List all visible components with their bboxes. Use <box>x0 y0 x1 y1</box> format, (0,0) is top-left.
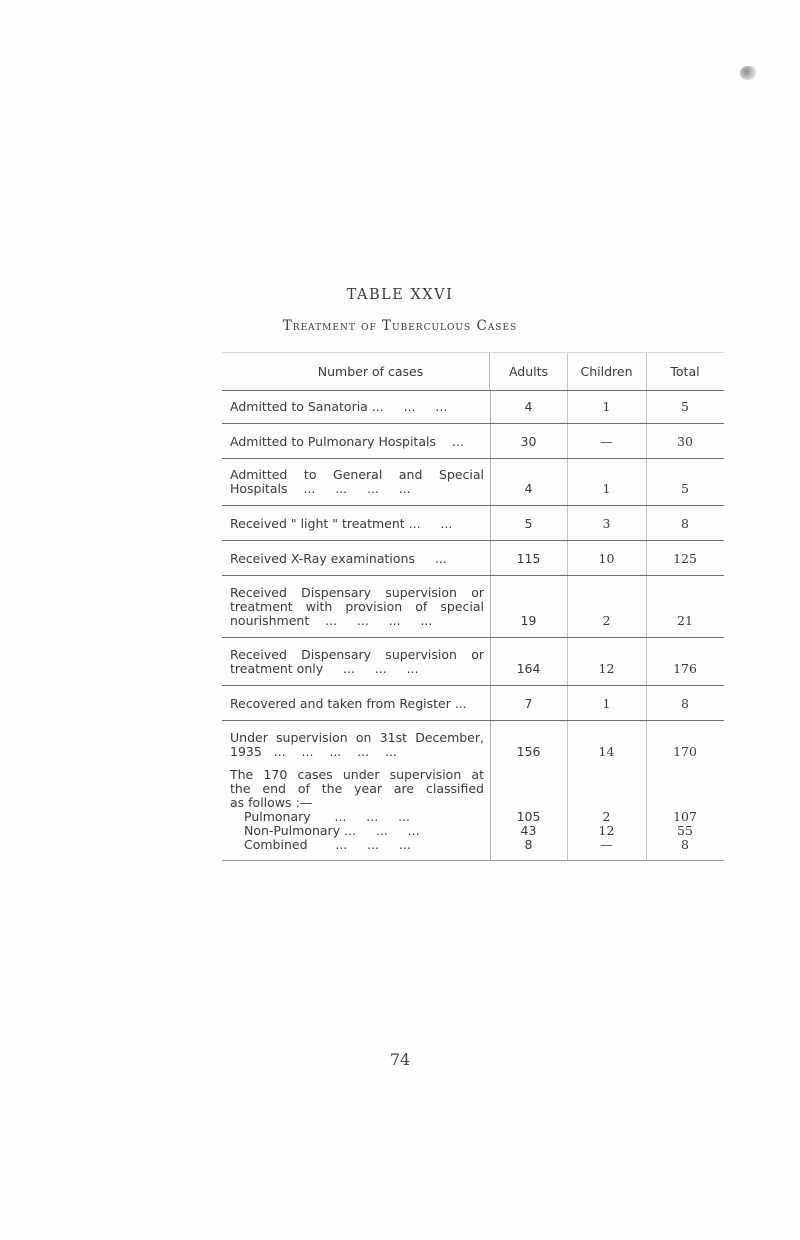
page-blemish <box>740 66 756 80</box>
classified-adults: 43 <box>520 823 537 838</box>
row-adults-value: 19 <box>520 613 537 628</box>
header-adults: Adults <box>490 353 568 390</box>
table-row <box>222 686 724 721</box>
row-total-value: 21 <box>677 613 693 628</box>
row-children-value: 1 <box>602 399 611 414</box>
row-label-line: 1935 ... ... ... ... ... <box>230 745 397 759</box>
row-children-value: 10 <box>598 551 615 566</box>
classified-children: — <box>600 837 613 852</box>
row-label-line: Received X-Ray examinations ... <box>230 552 447 566</box>
classified-item-label: Pulmonary ... ... ... <box>244 810 410 824</box>
row-adults-value: 164 <box>516 661 541 676</box>
row-adults-value: 156 <box>516 744 541 759</box>
classified-item-label: Combined ... ... ... <box>244 838 411 852</box>
row-children-value: 14 <box>598 744 615 759</box>
row-children-value: 1 <box>602 696 611 711</box>
row-label-line: Received Dispensary supervision or <box>230 586 484 600</box>
classified-children: 2 <box>602 809 611 824</box>
page-number: 74 <box>389 1050 411 1069</box>
classified-row <box>222 768 724 860</box>
row-total-value: 30 <box>677 434 693 449</box>
table-row <box>222 541 724 576</box>
classified-children: 12 <box>598 823 615 838</box>
row-label-line: Admitted to Sanatoria ... ... ... <box>230 400 448 414</box>
classified-total: 55 <box>677 823 693 838</box>
row-label-line: treatment with provision of special <box>230 600 484 614</box>
row-label-line: Admitted to Pulmonary Hospitals ... <box>230 435 464 449</box>
table-subtitle: Treatment of Tuberculous Cases <box>282 318 518 334</box>
classified-intro-line: as follows :— <box>230 796 313 810</box>
row-children-value: — <box>600 434 613 449</box>
row-total-value: 176 <box>673 661 697 676</box>
classified-adults: 8 <box>524 837 533 852</box>
row-children-value: 12 <box>598 661 615 676</box>
classified-adults: 105 <box>516 809 541 824</box>
row-adults-value: 115 <box>516 551 541 566</box>
row-total-value: 8 <box>681 516 689 531</box>
row-adults-value: 30 <box>520 434 537 449</box>
header-number-of-cases: Number of cases <box>222 353 490 390</box>
classified-item-label: Non-Pulmonary ... ... ... <box>244 824 420 838</box>
row-label-line: Received Dispensary supervision or <box>230 648 484 662</box>
classified-total: 8 <box>681 837 689 852</box>
header-children: Children <box>567 353 647 390</box>
classified-intro-line: The 170 cases under supervision at <box>230 768 484 782</box>
header-total: Total <box>670 364 700 379</box>
row-adults-value: 4 <box>524 399 533 414</box>
row-label-line: Recovered and taken from Register ... <box>230 697 467 711</box>
row-children-value: 2 <box>602 613 611 628</box>
table-title: TABLE XXVI <box>346 287 454 303</box>
row-total-value: 5 <box>681 481 689 496</box>
row-adults-value: 5 <box>524 516 533 531</box>
table-header-row <box>222 353 724 391</box>
table-row <box>222 638 724 686</box>
row-children-value: 1 <box>602 481 611 496</box>
table-row <box>222 721 724 768</box>
row-total-value: 5 <box>681 399 689 414</box>
row-label-line: treatment only ... ... ... <box>230 662 419 676</box>
row-total-value: 8 <box>681 696 689 711</box>
row-adults-value: 7 <box>524 696 533 711</box>
row-label-line: Under supervision on 31st December, <box>230 731 484 745</box>
row-label-line: nourishment ... ... ... ... <box>230 614 433 628</box>
row-label-line: Received " light " treatment ... ... <box>230 517 453 531</box>
table-row <box>222 424 724 459</box>
row-total-value: 125 <box>673 551 697 566</box>
table-row <box>222 459 724 506</box>
table-row <box>222 391 724 424</box>
row-children-value: 3 <box>602 516 611 531</box>
classified-intro-line: the end of the year are classified <box>230 782 484 796</box>
row-adults-value: 4 <box>524 481 533 496</box>
tuberculous-cases-table <box>222 352 724 861</box>
row-label-line: Admitted to General and Special <box>230 468 484 482</box>
table-row <box>222 576 724 638</box>
row-label-line: Hospitals ... ... ... ... <box>230 482 411 496</box>
row-total-value: 170 <box>673 744 697 759</box>
classified-total: 107 <box>673 809 697 824</box>
table-row <box>222 506 724 541</box>
